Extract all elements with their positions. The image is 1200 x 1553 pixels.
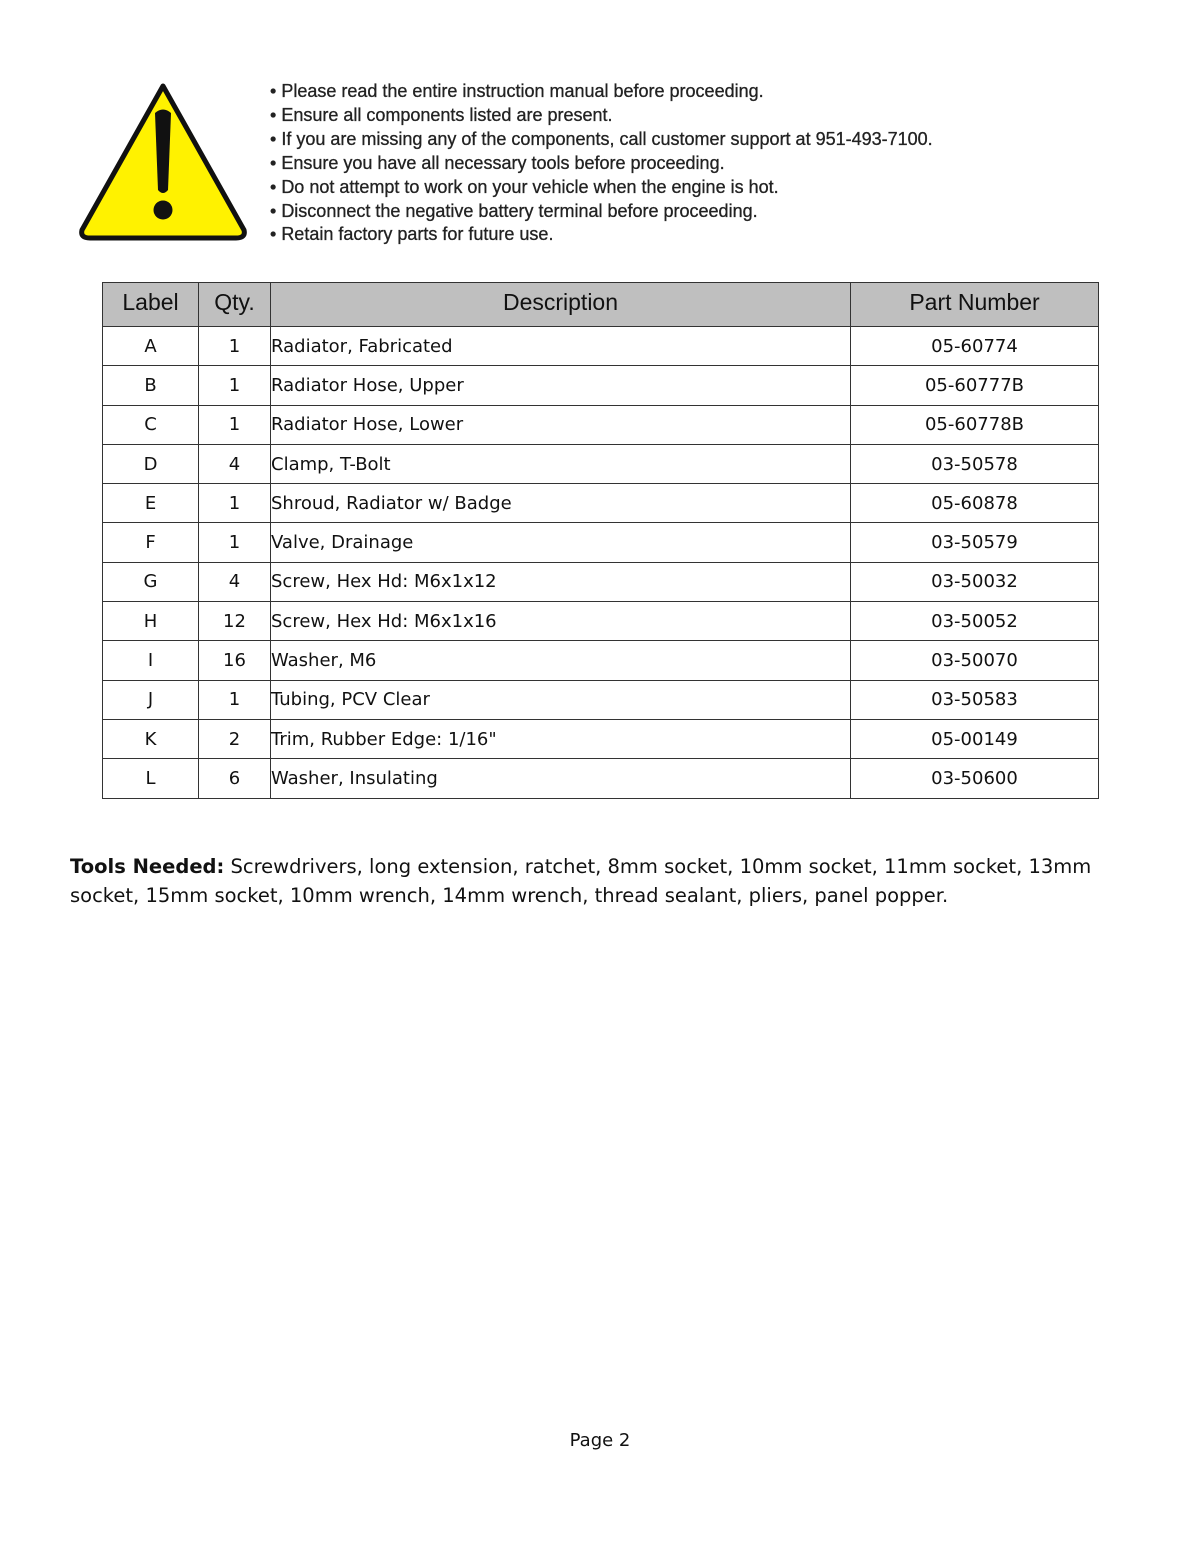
tools-needed-text: Screwdrivers, long extension, ratchet, 8mm socket, 10mm socket, 11mm socket, 13mm socket, 15mm socket, 10mm wrench, 14mm wrench, thread sealant, pliers, panel popper. xyxy=(70,855,1092,907)
cell-description: Radiator Hose, Lower xyxy=(271,405,851,444)
table-header-row xyxy=(103,283,1099,327)
cell-label: J xyxy=(103,680,199,719)
cell-part-number: 03-50032 xyxy=(851,562,1099,601)
cell-qty: 1 xyxy=(199,680,271,719)
cell-qty: 12 xyxy=(199,602,271,641)
column-header-label: Label xyxy=(103,283,199,327)
warning-triangle-icon xyxy=(76,80,250,244)
warning-bullet: • Ensure all components listed are present. xyxy=(270,104,933,128)
table-row xyxy=(103,641,1099,680)
cell-qty: 2 xyxy=(199,719,271,758)
cell-part-number: 05-60774 xyxy=(851,327,1099,366)
cell-label: D xyxy=(103,444,199,483)
warning-bullet: • Retain factory parts for future use. xyxy=(270,223,933,247)
table-row xyxy=(103,327,1099,366)
cell-qty: 4 xyxy=(199,444,271,483)
cell-label: A xyxy=(103,327,199,366)
warning-bullet: • Ensure you have all necessary tools before proceeding. xyxy=(270,152,933,176)
cell-part-number: 03-50579 xyxy=(851,523,1099,562)
page-number: Page 2 xyxy=(569,1430,631,1451)
cell-qty: 6 xyxy=(199,759,271,798)
cell-part-number: 05-60878 xyxy=(851,484,1099,523)
cell-description: Trim, Rubber Edge: 1/16" xyxy=(271,719,851,758)
cell-qty: 16 xyxy=(199,641,271,680)
cell-label: G xyxy=(103,562,199,601)
cell-description: Clamp, T-Bolt xyxy=(271,444,851,483)
cell-label: I xyxy=(103,641,199,680)
cell-qty: 1 xyxy=(199,327,271,366)
cell-part-number: 03-50052 xyxy=(851,602,1099,641)
column-header-description: Description xyxy=(271,283,851,327)
cell-description: Washer, M6 xyxy=(271,641,851,680)
column-header-part-number: Part Number xyxy=(851,283,1099,327)
cell-description: Washer, Insulating xyxy=(271,759,851,798)
cell-label: K xyxy=(103,719,199,758)
cell-label: F xyxy=(103,523,199,562)
table-row xyxy=(103,405,1099,444)
table-row xyxy=(103,759,1099,798)
cell-qty: 1 xyxy=(199,366,271,405)
table-row xyxy=(103,562,1099,601)
cell-label: B xyxy=(103,366,199,405)
warning-bullet: • If you are missing any of the components, call customer support at 951-493-7100. xyxy=(270,128,933,152)
cell-description: Valve, Drainage xyxy=(271,523,851,562)
table-row xyxy=(103,602,1099,641)
cell-part-number: 03-50600 xyxy=(851,759,1099,798)
table-row xyxy=(103,523,1099,562)
table-row xyxy=(103,366,1099,405)
cell-part-number: 03-50583 xyxy=(851,680,1099,719)
warning-bullet: • Do not attempt to work on your vehicle when the engine is hot. xyxy=(270,176,933,200)
cell-part-number: 05-60777B xyxy=(851,366,1099,405)
column-header-qty: Qty. xyxy=(199,283,271,327)
cell-label: H xyxy=(103,602,199,641)
warning-list xyxy=(270,80,933,247)
cell-qty: 1 xyxy=(199,484,271,523)
table-row xyxy=(103,680,1099,719)
cell-label: C xyxy=(103,405,199,444)
table-row xyxy=(103,719,1099,758)
cell-label: E xyxy=(103,484,199,523)
parts-table xyxy=(102,282,1099,799)
tools-needed xyxy=(70,853,1140,910)
cell-part-number: 05-60778B xyxy=(851,405,1099,444)
cell-part-number: 05-00149 xyxy=(851,719,1099,758)
parts-table-body xyxy=(103,327,1099,799)
warning-bullet: • Please read the entire instruction manual before proceeding. xyxy=(270,80,933,104)
cell-description: Screw, Hex Hd: M6x1x12 xyxy=(271,562,851,601)
tools-needed-label: Tools Needed: xyxy=(70,855,225,878)
cell-description: Radiator, Fabricated xyxy=(271,327,851,366)
warning-bullet: • Disconnect the negative battery terminal before proceeding. xyxy=(270,200,933,224)
cell-description: Radiator Hose, Upper xyxy=(271,366,851,405)
cell-qty: 4 xyxy=(199,562,271,601)
table-row xyxy=(103,484,1099,523)
cell-description: Shroud, Radiator w/ Badge xyxy=(271,484,851,523)
cell-qty: 1 xyxy=(199,405,271,444)
cell-description: Screw, Hex Hd: M6x1x16 xyxy=(271,602,851,641)
table-row xyxy=(103,444,1099,483)
cell-part-number: 03-50070 xyxy=(851,641,1099,680)
cell-label: L xyxy=(103,759,199,798)
cell-part-number: 03-50578 xyxy=(851,444,1099,483)
cell-description: Tubing, PCV Clear xyxy=(271,680,851,719)
cell-qty: 1 xyxy=(199,523,271,562)
